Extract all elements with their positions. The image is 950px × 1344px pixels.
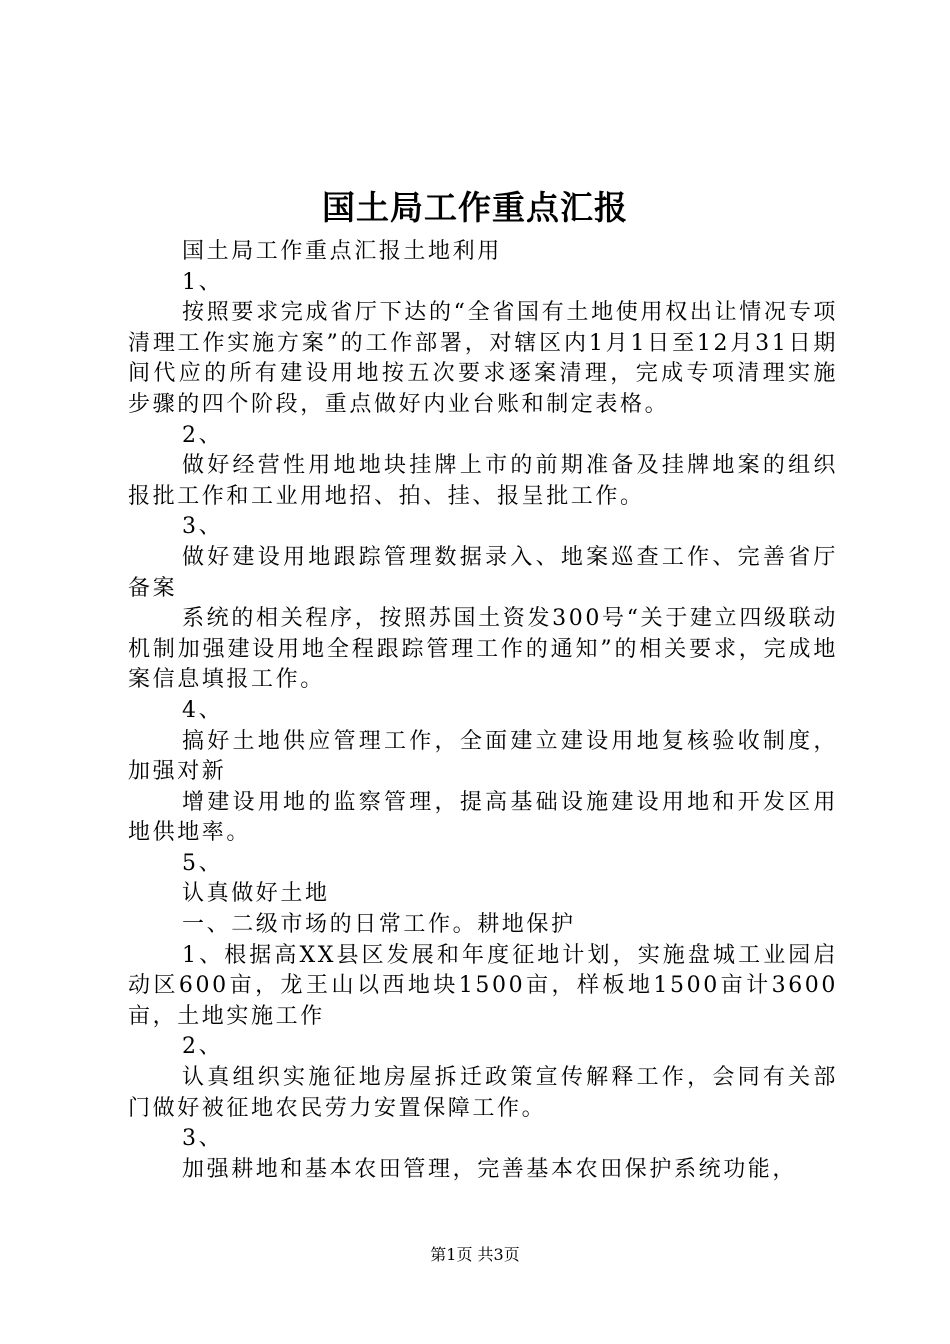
paragraph: 认真组织实施征地房屋拆迁政策宣传解释工作，会同有关部门做好被征地农民劳力安置保障工作。 — [128, 1065, 838, 1121]
paragraph: 2、 — [182, 1034, 224, 1060]
paragraph: 1、根据高XX县区发展和年度征地计划，实施盘城工业园启动区600亩，龙王山以西地块1500亩，样板地1500亩计3600亩，土地实施工作 — [128, 942, 838, 1029]
paragraph: 3、 — [182, 1126, 224, 1152]
paragraph: 3、 — [182, 514, 224, 540]
paragraph: 增建设用地的监察管理，提高基础设施建设用地和开发区用地供地率。 — [128, 789, 838, 846]
paragraph: 按照要求完成省厅下达的“全省国有土地使用权出让情况专项清理工作实施方案”的工作部署，对辖区内1月1日至12月31日期间代应的所有建设用地按五次要求逐案清理，完成专项清理实施步骤的四个阶段，重点做好内业台账和制定表格。 — [128, 300, 838, 417]
paragraph: 国土局工作重点汇报土地利用 — [182, 239, 502, 264]
paragraph: 4、 — [182, 697, 224, 723]
document-title: 国土局工作重点汇报 — [322, 188, 628, 227]
page-number-footer: 第1页 共3页 — [430, 1245, 520, 1264]
paragraph: 做好建设用地跟踪管理数据录入、地案巡查工作、完善省厅备案 — [128, 544, 838, 601]
paragraph: 加强耕地和基本农田管理，完善基本农田保护系统功能， — [182, 1156, 798, 1182]
paragraph: 5、 — [182, 850, 224, 876]
paragraph: 系统的相关程序，按照苏国土资发300号“关于建立四级联动机制加强建设用地全程跟踪管理工作的通知”的相关要求，完成地案信息填报工作。 — [128, 606, 838, 693]
paragraph: 2、 — [182, 422, 224, 448]
paragraph: 1、 — [182, 269, 224, 295]
paragraph: 搞好土地供应管理工作，全面建立建设用地复核验收制度，加强对新 — [128, 728, 838, 785]
document-body — [128, 237, 838, 1185]
paragraph: 认真做好土地 — [182, 881, 330, 907]
paragraph: 一、二级市场的日常工作。耕地保护 — [182, 912, 576, 938]
paragraph: 做好经营性用地地块挂牌上市的前期准备及挂牌地案的组织报批工作和工业用地招、拍、挂、报呈批工作。 — [128, 453, 838, 509]
